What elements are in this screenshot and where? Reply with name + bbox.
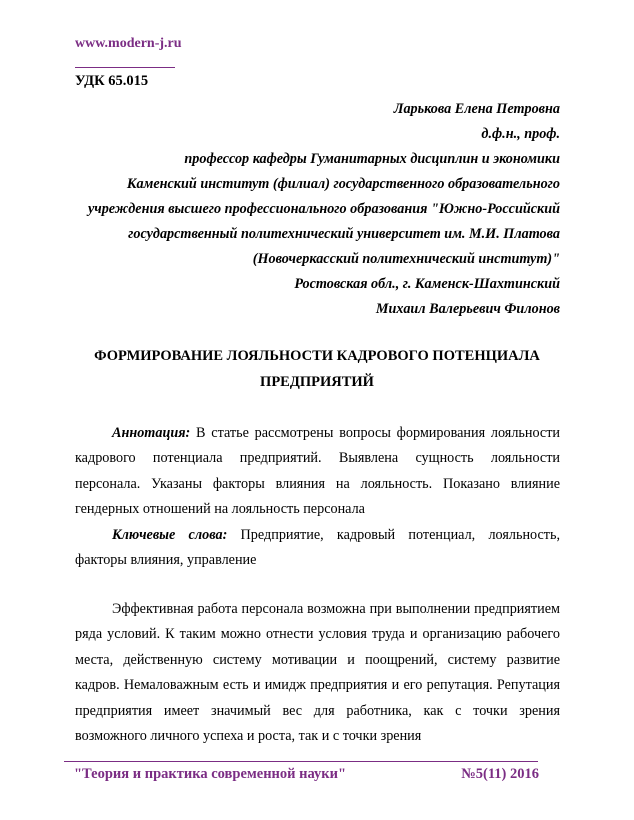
author-line: государственный политехнический университет им. М.И. Платова bbox=[128, 226, 560, 242]
author-block bbox=[60, 97, 560, 322]
annotation-section bbox=[75, 421, 560, 573]
author-line: Ларькова Елена Петровна bbox=[393, 101, 560, 117]
author-line: д.ф.н., проф. bbox=[481, 126, 560, 142]
annotation-paragraph bbox=[75, 421, 560, 523]
annotation-text: В статье рассмотрены вопросы формирования лояльности кадрового потенциала предприятий. Выявлена сущность лояльности персонала. Указаны факторы влияния на лояльность. Показано влияние гендерных отношений на лояльность персонала bbox=[75, 425, 560, 518]
footer-divider bbox=[64, 761, 538, 762]
author-line: Михаил Валерьевич Филонов bbox=[375, 301, 560, 317]
keywords-label: Ключевые слова: bbox=[112, 526, 228, 543]
body-paragraph: Эффективная работа персонала возможна при выполнении предприятием ряда условий. К таким можно отнести условия труда и организацию рабочего места, действенную систему мотивации и поощрений, систему развитие кадров. Немаловажным есть и имидж предприятия и его репутация. Репутация предприятия имеет значимый вес для работника, как с точки зрения возможного личного успеха и роста, так и с точки зрения bbox=[75, 601, 560, 745]
header-divider bbox=[75, 67, 175, 68]
journal-name: "Теория и практика современной науки" bbox=[74, 766, 347, 782]
udk-code: УДК 65.015 bbox=[75, 73, 149, 89]
keywords-text: Предприятие, кадровый потенциал, лояльность, факторы влияния, управление bbox=[75, 526, 561, 569]
main-text-section bbox=[75, 597, 560, 749]
article-title-line: ФОРМИРОВАНИЕ ЛОЯЛЬНОСТИ КАДРОВОГО ПОТЕНЦИАЛА bbox=[94, 348, 540, 364]
annotation-label: Аннотация: bbox=[112, 425, 191, 441]
author-line: профессор кафедры Гуманитарных дисциплин и экономики bbox=[184, 151, 560, 167]
article-title-line: ПРЕДПРИЯТИЙ bbox=[260, 374, 374, 390]
site-url-link[interactable]: www.modern-j.ru bbox=[75, 36, 182, 51]
issue-number: №5(11) 2016 bbox=[461, 766, 539, 782]
keywords-paragraph bbox=[75, 523, 560, 574]
author-line: Ростовская обл., г. Каменск-Шахтинский bbox=[294, 276, 560, 292]
author-line: учреждения высшего профессионального образования "Южно-Российский bbox=[87, 201, 560, 217]
author-line: Каменский институт (филиал) государственного образовательного bbox=[126, 176, 560, 192]
article-title bbox=[60, 343, 574, 395]
author-line: (Новочеркасский политехнический институт)" bbox=[252, 251, 560, 267]
